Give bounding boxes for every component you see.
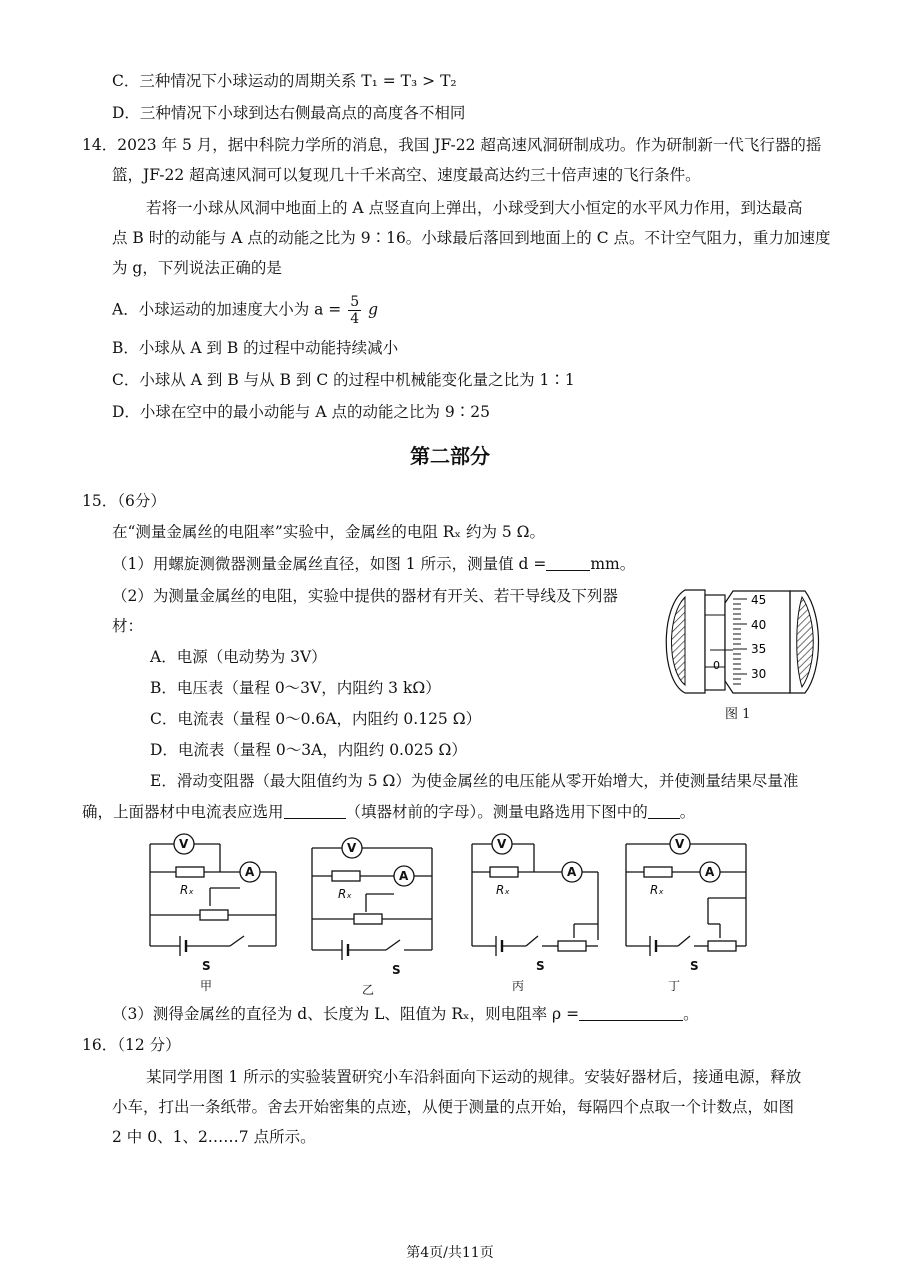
- q14-option-d: D．小球在空中的最小动能与 A 点的动能之比为 9∶25: [112, 403, 490, 421]
- q16-line3: 2 中 0、1、2……7 点所示。: [112, 1128, 316, 1146]
- q15-part3: [112, 1003, 699, 1025]
- page-footer: 第4页/共11页: [406, 1245, 494, 1261]
- ammeter-label: A: [567, 865, 577, 879]
- q15-option-b: B．电压表（量程 0～3V，内阻约 3 kΩ）: [150, 679, 441, 697]
- q14-option-a-text: A．小球运动的加速度大小为 a =: [112, 300, 342, 319]
- switch-label: S: [202, 959, 211, 973]
- circuit-diagrams: [140, 828, 780, 998]
- q14-line2: 篮，JF-22 超高速风洞可以复现几十千米高空、速度最高达约三十倍声速的飞行条件。: [112, 166, 701, 184]
- q14-line1: 14．2023 年 5 月，据中科院力学所的消息，我国 JF-22 超高速风洞研制成功。作为研制新一代飞行器的摇: [82, 136, 822, 154]
- q14-option-b: B．小球从 A 到 B 的过程中动能持续减小: [112, 339, 399, 357]
- q15-part2-line2: 材：: [112, 617, 144, 635]
- fraction-numerator: 5: [350, 294, 360, 310]
- q14-option-a: [112, 294, 378, 327]
- q15-part2-line1: （2）为测量金属丝的电阻，实验中提供的器材有开关、若干导线及下列器: [112, 587, 618, 605]
- scale-label: 40: [751, 618, 767, 632]
- voltmeter-label: V: [497, 837, 507, 851]
- figure1-caption: 图 1: [725, 707, 751, 722]
- resistor-label: Rₓ: [650, 883, 664, 897]
- q15-option-e-text2: （填器材前的字母）。测量电路选用下图中的: [345, 803, 648, 821]
- q15-intro: 在“测量金属丝的电阻率”实验中，金属丝的电阻 Rₓ 约为 5 Ω。: [112, 523, 546, 541]
- q13-option-d: D．三种情况下小球到达右侧最高点的高度各不相同: [112, 104, 466, 122]
- circuit-label: 丁: [668, 979, 681, 993]
- fraction: [348, 294, 361, 327]
- q15-part3-end: 。: [683, 1005, 699, 1023]
- answer-blank[interactable]: [579, 1006, 683, 1021]
- scale-label: 30: [751, 667, 767, 681]
- q16-line2: 小车，打出一条纸带。舍去开始密集的点迹，从便于测量的点开始，每隔四个点取一个计数点，如图: [112, 1098, 795, 1116]
- answer-blank[interactable]: [648, 804, 680, 819]
- resistor-label: Rₓ: [496, 883, 510, 897]
- ammeter-label: A: [399, 869, 409, 883]
- q15-option-e-line2: [82, 801, 695, 823]
- q15-option-d: D．电流表（量程 0～3A，内阻约 0.025 Ω）: [150, 741, 467, 759]
- fraction-denominator: 4: [350, 311, 360, 327]
- q15-option-e-end: 。: [679, 803, 696, 821]
- circuit-yi: [312, 838, 432, 960]
- spindle-hatch: [797, 597, 814, 687]
- sleeve: [705, 595, 725, 690]
- circuit-label: 甲: [200, 979, 213, 993]
- answer-blank[interactable]: [546, 556, 590, 571]
- q14-option-c: C．小球从 A 到 B 与从 B 到 C 的过程中机械能变化量之比为 1∶1: [112, 371, 575, 389]
- q14-line4: 点 B 时的动能与 A 点的动能之比为 9∶16。小球最后落回到地面上的 C 点。不计空气阻力，重力加速度: [112, 229, 831, 247]
- scale-label: 35: [751, 642, 767, 656]
- q13-option-c: C．三种情况下小球运动的周期关系 T₁ = T₃ > T₂: [112, 72, 457, 90]
- answer-blank[interactable]: [284, 804, 346, 819]
- q15-part3-text: （3）测得金属丝的直径为 d、长度为 L、阻值为 Rₓ，则电阻率 ρ =: [112, 1005, 580, 1023]
- switch-label: S: [690, 959, 699, 973]
- section-title: 第二部分: [410, 444, 490, 468]
- switch-label: S: [536, 959, 545, 973]
- voltmeter-label: V: [675, 837, 685, 851]
- q15-part1: [112, 553, 635, 575]
- voltmeter-label: V: [347, 841, 357, 855]
- q15-option-e-text: 确，上面器材中电流表应选用: [82, 803, 284, 821]
- q15-part1-unit: mm。: [590, 555, 636, 573]
- resistor-label: Rₓ: [180, 883, 194, 897]
- q16-line1: 某同学用图 1 所示的实验装置研究小车沿斜面向下运动的规律。安装好器材后，接通电源，释放: [146, 1068, 802, 1086]
- circuit-ding: [626, 834, 746, 956]
- ammeter-label: A: [245, 865, 255, 879]
- sleeve-zero: 0: [713, 659, 720, 672]
- circuit-label: 乙: [362, 983, 375, 997]
- anvil-hatch: [672, 597, 686, 685]
- voltmeter-label: V: [179, 837, 189, 851]
- q14-line3: 若将一小球从风洞中地面上的 A 点竖直向上弹出，小球受到大小恒定的水平风力作用，到达最高: [146, 199, 803, 217]
- circuit-jia: [150, 834, 276, 956]
- ammeter-label: A: [705, 865, 715, 879]
- q15-header: 15．（6分）: [82, 492, 166, 510]
- q16-header: 16．（12 分）: [82, 1036, 181, 1054]
- resistor-label: Rₓ: [338, 887, 352, 901]
- q15-option-e-line1: E．滑动变阻器（最大阻值约为 5 Ω）为使金属丝的电压能从零开始增大，并使测量结果尽量准: [150, 772, 799, 790]
- q15-part1-text: （1）用螺旋测微器测量金属丝直径，如图 1 所示，测量值 d =: [112, 555, 547, 573]
- circuit-label: 丙: [512, 979, 525, 993]
- switch-label: S: [392, 963, 401, 977]
- scale-label: 45: [751, 593, 767, 607]
- q14-line5: 为 g，下列说法正确的是: [112, 259, 282, 277]
- q14-option-a-g: g: [368, 300, 379, 319]
- q15-option-c: C．电流表（量程 0～0.6A，内阻约 0.125 Ω）: [150, 710, 482, 728]
- q15-option-a: A．电源（电动势为 3V）: [150, 648, 327, 666]
- circuit-bing: [472, 834, 598, 956]
